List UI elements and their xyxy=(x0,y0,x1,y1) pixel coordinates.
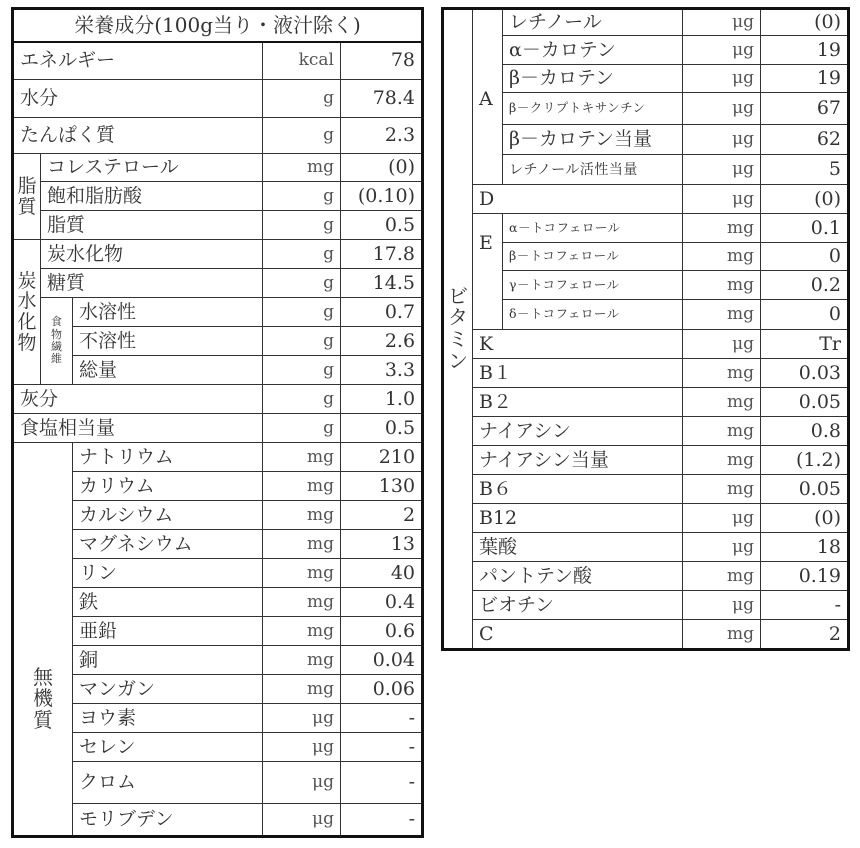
nutrient-unit: mg xyxy=(263,675,341,704)
nutrient-unit: μg xyxy=(683,504,761,533)
group-char: タ xyxy=(448,305,468,330)
nutrient-name: 葉酸 xyxy=(473,533,683,562)
table-row xyxy=(13,118,423,154)
nutrient-unit: μg xyxy=(683,36,761,65)
nutrient-value: 13 xyxy=(341,530,423,559)
nutrient-unit: mg xyxy=(683,475,761,504)
table-row xyxy=(13,385,423,414)
group-char: 物 xyxy=(17,331,37,354)
table-row xyxy=(443,562,849,591)
group-char: 炭 xyxy=(17,269,37,292)
nutrient-value: 19 xyxy=(761,36,849,65)
nutrition-table-right xyxy=(441,7,850,651)
nutrient-value: Tr xyxy=(761,330,849,359)
nutrient-unit: μg xyxy=(683,9,761,36)
nutrient-name: ナトリウム xyxy=(73,443,263,472)
nutrient-unit: mg xyxy=(263,617,341,646)
nutrient-unit: μg xyxy=(263,704,341,733)
nutrient-unit: g xyxy=(263,385,341,414)
nutrient-name: B２ xyxy=(473,388,683,417)
table-row xyxy=(13,617,423,646)
table-row xyxy=(13,298,423,327)
table-row xyxy=(13,443,423,472)
nutrient-name: B６ xyxy=(473,475,683,504)
table-row xyxy=(13,530,423,559)
table-title: 栄養成分(100g当り・液汁除く) xyxy=(13,9,423,42)
table-row xyxy=(13,588,423,617)
nutrient-value: 0.05 xyxy=(761,475,849,504)
table-row xyxy=(13,240,423,269)
group-char: 無 xyxy=(33,664,53,689)
nutrient-name: 鉄 xyxy=(73,588,263,617)
nutrient-value: 0.06 xyxy=(341,675,423,704)
nutrient-value: 18 xyxy=(761,533,849,562)
nutrient-value: 130 xyxy=(341,472,423,501)
nutrient-name: マンガン xyxy=(73,675,263,704)
nutrient-unit: g xyxy=(263,356,341,385)
nutrient-unit: mg xyxy=(263,588,341,617)
nutrient-name: 灰分 xyxy=(13,385,263,414)
table-row xyxy=(443,330,849,359)
table-row xyxy=(443,214,849,243)
table-row xyxy=(13,804,423,837)
nutrient-value: 5 xyxy=(761,155,849,185)
group-char: 水 xyxy=(17,290,37,313)
nutrient-name: リン xyxy=(73,559,263,588)
table-row xyxy=(443,65,849,93)
nutrient-unit: g xyxy=(263,414,341,443)
table-row xyxy=(13,472,423,501)
nutrient-value: 0.5 xyxy=(341,414,423,443)
nutrient-name: カリウム xyxy=(73,472,263,501)
vitamin-a-label: A xyxy=(473,9,503,185)
nutrient-value: 2.6 xyxy=(341,327,423,356)
group-char: 維 xyxy=(51,352,62,366)
group-char: 化 xyxy=(17,311,37,333)
nutrient-unit: g xyxy=(263,182,341,211)
nutrient-unit: g xyxy=(263,211,341,240)
table-row xyxy=(13,559,423,588)
nutrient-unit: μg xyxy=(683,591,761,620)
nutrient-value: 0.5 xyxy=(341,211,423,240)
table-row xyxy=(13,327,423,356)
table-row xyxy=(443,243,849,271)
nutrient-name: D xyxy=(473,185,683,214)
nutrient-name: 飽和脂肪酸 xyxy=(41,182,263,211)
table-row xyxy=(13,733,423,762)
nutrient-value: (1.2) xyxy=(761,446,849,475)
nutrient-unit: g xyxy=(263,80,341,118)
nutrient-unit: mg xyxy=(683,300,761,330)
nutrient-name: β－カロテン xyxy=(503,65,683,93)
nutrient-unit: mg xyxy=(683,271,761,300)
table-row xyxy=(443,9,849,36)
nutrient-value: 0.19 xyxy=(761,562,849,591)
nutrient-name: α－トコフェロール xyxy=(503,214,683,243)
table-row xyxy=(443,388,849,417)
table-row xyxy=(443,620,849,650)
nutrient-value: 0.7 xyxy=(341,298,423,327)
nutrient-value: (0) xyxy=(761,185,849,214)
nutrient-value: (0) xyxy=(341,154,423,182)
carb-group-label xyxy=(13,240,41,385)
nutrient-name: δ－トコフェロール xyxy=(503,300,683,330)
nutrient-unit: mg xyxy=(263,154,341,182)
nutrient-name: γ－トコフェロール xyxy=(503,271,683,300)
nutrient-value: - xyxy=(341,704,423,733)
vitamin-group-label xyxy=(443,9,473,650)
nutrient-value: 0.03 xyxy=(761,359,849,388)
group-char: ビ xyxy=(448,283,468,308)
nutrient-name: セレン xyxy=(73,733,263,762)
nutrient-name: モリブデン xyxy=(73,804,263,837)
table-row xyxy=(443,533,849,562)
nutrient-value: - xyxy=(761,591,849,620)
nutrient-name: B１ xyxy=(473,359,683,388)
nutrient-unit: mg xyxy=(263,501,341,530)
nutrient-unit: mg xyxy=(683,243,761,271)
nutrient-value: 0.05 xyxy=(761,388,849,417)
nutrient-name: 食塩相当量 xyxy=(13,414,263,443)
nutrient-unit: mg xyxy=(263,472,341,501)
nutrition-table-left xyxy=(11,7,424,838)
nutrient-value: 0.8 xyxy=(761,417,849,446)
group-char: ミ xyxy=(448,327,468,351)
nutrient-value: 2 xyxy=(341,501,423,530)
nutrient-value: 0.4 xyxy=(341,588,423,617)
nutrient-unit: mg xyxy=(683,214,761,243)
nutrient-name: 水溶性 xyxy=(73,298,263,327)
nutrient-value: 78 xyxy=(341,42,423,80)
nutrient-value: - xyxy=(341,733,423,762)
vitamin-e-label: E xyxy=(473,214,503,330)
nutrient-unit: mg xyxy=(683,388,761,417)
nutrient-unit: mg xyxy=(683,446,761,475)
nutrient-unit: μg xyxy=(683,65,761,93)
nutrient-name: 亜鉛 xyxy=(73,617,263,646)
nutrient-value: 0 xyxy=(761,300,849,330)
table-row xyxy=(13,704,423,733)
nutrient-name: たんぱく質 xyxy=(13,118,263,154)
table-row xyxy=(13,42,423,80)
nutrient-name: 不溶性 xyxy=(73,327,263,356)
table-row xyxy=(443,155,849,185)
nutrient-name: コレステロール xyxy=(41,154,263,182)
nutrient-name: レチノール活性当量 xyxy=(503,155,683,185)
group-char: ン xyxy=(448,348,468,373)
nutrient-name: ビオチン xyxy=(473,591,683,620)
group-char: 繊 xyxy=(51,340,62,353)
nutrient-value: - xyxy=(341,762,423,804)
table-row xyxy=(443,359,849,388)
table-row xyxy=(443,93,849,125)
nutrient-name: 総量 xyxy=(73,356,263,385)
table-row xyxy=(13,646,423,675)
table-row xyxy=(13,182,423,211)
nutrient-value: 0.04 xyxy=(341,646,423,675)
nutrient-value: 2 xyxy=(761,620,849,650)
nutrient-value: 210 xyxy=(341,443,423,472)
nutrient-unit: mg xyxy=(263,530,341,559)
table-row xyxy=(443,185,849,214)
table-row xyxy=(13,154,423,182)
nutrient-unit: g xyxy=(263,240,341,269)
table-row xyxy=(13,211,423,240)
nutrient-unit: g xyxy=(263,118,341,154)
nutrient-value: 0 xyxy=(761,243,849,271)
nutrient-value: (0) xyxy=(761,504,849,533)
nutrient-unit: μg xyxy=(683,93,761,125)
nutrient-unit: μg xyxy=(263,733,341,762)
nutrient-name: β－トコフェロール xyxy=(503,243,683,271)
nutrient-unit: g xyxy=(263,298,341,327)
nutrient-value: 17.8 xyxy=(341,240,423,269)
nutrient-unit: μg xyxy=(683,125,761,155)
nutrient-value: - xyxy=(341,804,423,837)
nutrient-unit: g xyxy=(263,269,341,298)
nutrient-unit: g xyxy=(263,327,341,356)
nutrient-unit: mg xyxy=(683,562,761,591)
nutrient-value: (0) xyxy=(761,9,849,36)
nutrient-value: 14.5 xyxy=(341,269,423,298)
table-row xyxy=(443,475,849,504)
nutrient-name: レチノール xyxy=(503,9,683,36)
nutrient-unit: μg xyxy=(683,155,761,185)
nutrient-value: 67 xyxy=(761,93,849,125)
nutrient-name: 水分 xyxy=(13,80,263,118)
nutrient-name: マグネシウム xyxy=(73,530,263,559)
group-char: 食 xyxy=(51,315,62,329)
table-row xyxy=(13,762,423,804)
nutrient-name: B12 xyxy=(473,504,683,533)
nutrient-unit: mg xyxy=(683,620,761,650)
mineral-group-label xyxy=(13,443,73,837)
nutrient-unit: μg xyxy=(683,185,761,214)
nutrient-value: 3.3 xyxy=(341,356,423,385)
table-row xyxy=(13,501,423,530)
table-row xyxy=(13,269,423,298)
nutrient-unit: kcal xyxy=(263,42,341,80)
nutrient-name: エネルギー xyxy=(13,42,263,80)
nutrient-value: 1.0 xyxy=(341,385,423,414)
nutrient-name: 糖質 xyxy=(41,269,263,298)
lipid-group-label xyxy=(13,154,41,240)
nutrient-name: K xyxy=(473,330,683,359)
nutrient-unit: mg xyxy=(683,417,761,446)
table-row xyxy=(443,125,849,155)
group-char: 物 xyxy=(51,327,62,341)
nutrient-name: 炭水化物 xyxy=(41,240,263,269)
nutrient-unit: mg xyxy=(263,646,341,675)
nutrient-name: ナイアシン当量 xyxy=(473,446,683,475)
nutrient-name: β－クリプトキサンチン xyxy=(503,93,683,125)
nutrient-unit: mg xyxy=(263,559,341,588)
nutrient-unit: mg xyxy=(263,443,341,472)
nutrient-name: 銅 xyxy=(73,646,263,675)
table-row xyxy=(443,504,849,533)
table-row xyxy=(443,417,849,446)
table-row xyxy=(13,675,423,704)
table-row xyxy=(443,591,849,620)
table-row xyxy=(443,36,849,65)
nutrient-value: (0.10) xyxy=(341,182,423,211)
table-row xyxy=(443,271,849,300)
nutrient-name: カルシウム xyxy=(73,501,263,530)
table-row xyxy=(443,446,849,475)
nutrient-value: 19 xyxy=(761,65,849,93)
nutrient-unit: μg xyxy=(263,762,341,804)
nutrient-name: β－カロテン当量 xyxy=(503,125,683,155)
nutrient-unit: μg xyxy=(683,330,761,359)
table-row xyxy=(13,414,423,443)
nutrient-unit: mg xyxy=(683,359,761,388)
nutrient-name: 脂質 xyxy=(41,211,263,240)
group-char: 質 xyxy=(33,707,53,732)
nutrient-value: 0.2 xyxy=(761,271,849,300)
nutrient-unit: μg xyxy=(263,804,341,837)
nutrient-name: パントテン酸 xyxy=(473,562,683,591)
nutrient-value: 78.4 xyxy=(341,80,423,118)
nutrient-name: C xyxy=(473,620,683,650)
nutrient-value: 0.1 xyxy=(761,214,849,243)
group-char: 脂 xyxy=(17,174,37,197)
nutrient-unit: μg xyxy=(683,533,761,562)
nutrient-name: ナイアシン xyxy=(473,417,683,446)
fiber-group-label xyxy=(41,298,73,385)
nutrient-value: 40 xyxy=(341,559,423,588)
group-char: 機 xyxy=(33,686,53,711)
nutrient-value: 2.3 xyxy=(341,118,423,154)
table-row xyxy=(13,356,423,385)
table-row xyxy=(13,80,423,118)
table-row xyxy=(443,300,849,330)
nutrient-name: ヨウ素 xyxy=(73,704,263,733)
nutrient-value: 62 xyxy=(761,125,849,155)
group-char: 質 xyxy=(17,195,37,218)
nutrient-name: クロム xyxy=(73,762,263,804)
nutrient-value: 0.6 xyxy=(341,617,423,646)
nutrient-name: α－カロテン xyxy=(503,36,683,65)
